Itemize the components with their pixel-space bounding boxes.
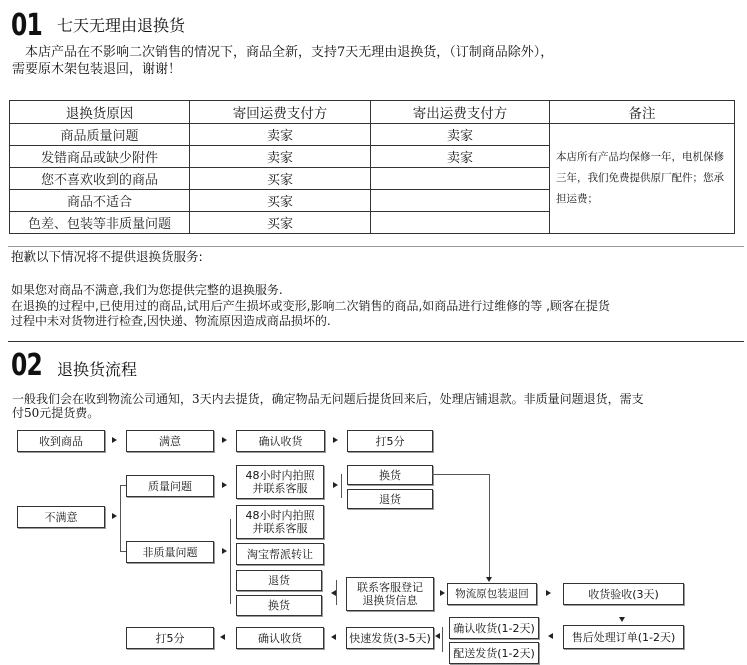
cell-send-payer: 卖家 (371, 146, 550, 168)
exchange-box-2: 换货 (236, 595, 322, 616)
return-box-2: 退货 (236, 570, 322, 591)
arrow-right-icon (333, 482, 338, 488)
no-service-line1: 如果您对商品不满意,我们为您提供完整的退换服务. (11, 283, 283, 297)
photo-contact-line1: 48小时内拍照 (245, 509, 315, 522)
arrow-right-icon (333, 437, 338, 443)
table-row (10, 124, 735, 146)
inspect-box: 收货验收(3天) (563, 583, 684, 605)
photo-contact-line2: 并联系客服 (252, 522, 308, 535)
register-line1: 联系客服登记 (357, 581, 423, 594)
cell-send-payer: 卖家 (371, 124, 550, 146)
deliver-box: 配送发货(1-2天) (449, 642, 539, 664)
arrow-left-icon (220, 634, 225, 640)
arrow-right-icon (546, 590, 551, 596)
cell-return-payer: 买家 (190, 212, 371, 234)
cell-reason: 商品质量问题 (10, 124, 190, 146)
policy-intro-line2: 需要原木架包装退回，谢谢！ (12, 62, 182, 77)
no-service-title: 抱歉以下情况将不提供退换货服务: (11, 249, 203, 264)
section-title-7day: 七天无理由退换货 (57, 16, 186, 35)
section-title-flow: 退换货流程 (57, 360, 138, 379)
received-goods-box: 收到商品 (17, 430, 105, 452)
no-service-line3: 过程中未对货物进行检查,因快递、物流原因造成商品损坏的. (11, 314, 331, 328)
flow-intro-line2: 付50元提货费。 (12, 406, 100, 420)
express-delivery-box: 快速发货(3-5天) (346, 627, 434, 649)
section-divider (8, 341, 744, 342)
header-return-payer: 寄回运费支付方 (190, 101, 371, 124)
section-number-02: 02 (11, 348, 43, 383)
cell-reason: 您不喜欢收到的商品 (10, 168, 190, 190)
arrow-down-icon (619, 617, 625, 622)
header-send-payer: 寄出运费支付方 (371, 101, 550, 124)
connector-line (120, 485, 121, 552)
arrow-left-icon (435, 633, 440, 639)
arrow-right-icon (222, 437, 227, 443)
cell-return-payer: 买家 (190, 168, 371, 190)
quality-issue-box: 质量问题 (126, 475, 214, 497)
photo-contact-box-2 (236, 505, 324, 539)
cell-return-payer: 买家 (190, 190, 371, 212)
connector-line (230, 519, 231, 604)
confirm-return-box: 确认收货(1-2天) (449, 617, 539, 639)
return-box-1: 退货 (347, 489, 433, 509)
cell-note: 本店所有产品均保修一年，电机保修三年，我们免费提供原厂配件；您承担运费； (550, 124, 735, 234)
logistics-return-box: 物流原包装退回 (447, 583, 537, 605)
confirm-receipt-box-2: 确认收货 (236, 627, 324, 649)
photo-contact-line1: 48小时内拍照 (245, 469, 315, 482)
connector-line (336, 580, 337, 605)
connector-line (432, 474, 490, 475)
arrow-left-icon (548, 633, 553, 639)
photo-contact-line2: 并联系客服 (252, 482, 308, 495)
rate-5-box: 打5分 (347, 430, 433, 452)
unsatisfied-box: 不满意 (17, 506, 105, 528)
arrow-right-icon (440, 590, 445, 596)
header-reason: 退换货原因 (10, 101, 190, 124)
connector-line (442, 627, 443, 652)
cell-send-payer (371, 168, 550, 190)
nonquality-issue-box: 非质量问题 (126, 541, 214, 563)
cell-send-payer (371, 212, 550, 234)
exchange-box-1: 换货 (347, 465, 433, 485)
return-policy-table (9, 100, 735, 234)
arrow-right-icon (112, 513, 117, 519)
arrow-right-icon (222, 482, 227, 488)
register-info-box (346, 577, 434, 611)
header-note: 备注 (550, 101, 735, 124)
section-number-01: 01 (11, 8, 43, 43)
confirm-receipt-box: 确认收货 (236, 430, 325, 452)
arrow-left-icon (331, 590, 336, 596)
cell-return-payer: 卖家 (190, 146, 371, 168)
connector-line (489, 474, 490, 578)
connector-line (341, 474, 342, 498)
flow-intro-line1: 一般我们会在收到物流公司通知，3天内去提货，确定物品无问题后提货回来后，处理店铺退款。非质量问题退货，需支 (12, 392, 644, 406)
cell-reason: 发错商品或缺少附件 (10, 146, 190, 168)
arrow-left-icon (331, 634, 336, 640)
arrow-right-icon (112, 437, 117, 443)
photo-contact-box-1 (236, 465, 324, 499)
cell-reason: 商品不适合 (10, 190, 190, 212)
taobao-transfer-box: 淘宝帮派转让 (236, 543, 324, 565)
divider (8, 246, 744, 247)
arrow-right-icon (222, 548, 227, 554)
table-header-row (10, 101, 735, 124)
policy-intro-line1: 本店产品在不影响二次销售的情况下，商品全新，支持7天无理由退换货，（订制商品除外）， (12, 45, 554, 60)
cell-reason: 色差、包装等非质量问题 (10, 212, 190, 234)
cell-send-payer (371, 190, 550, 212)
register-line2: 退换货信息 (362, 594, 418, 607)
aftersale-box: 售后处理订单(1-2天) (563, 625, 684, 649)
no-service-line2: 在退换的过程中,已使用过的商品,试用后产生损坏或变形,影响二次销售的商品,如商品进行过维修的等 ,顾客在提货 (11, 299, 610, 313)
cell-return-payer: 卖家 (190, 124, 371, 146)
arrow-down-icon (486, 577, 492, 582)
satisfied-box: 满意 (126, 430, 214, 452)
rate-5-box-2: 打5分 (126, 627, 214, 649)
